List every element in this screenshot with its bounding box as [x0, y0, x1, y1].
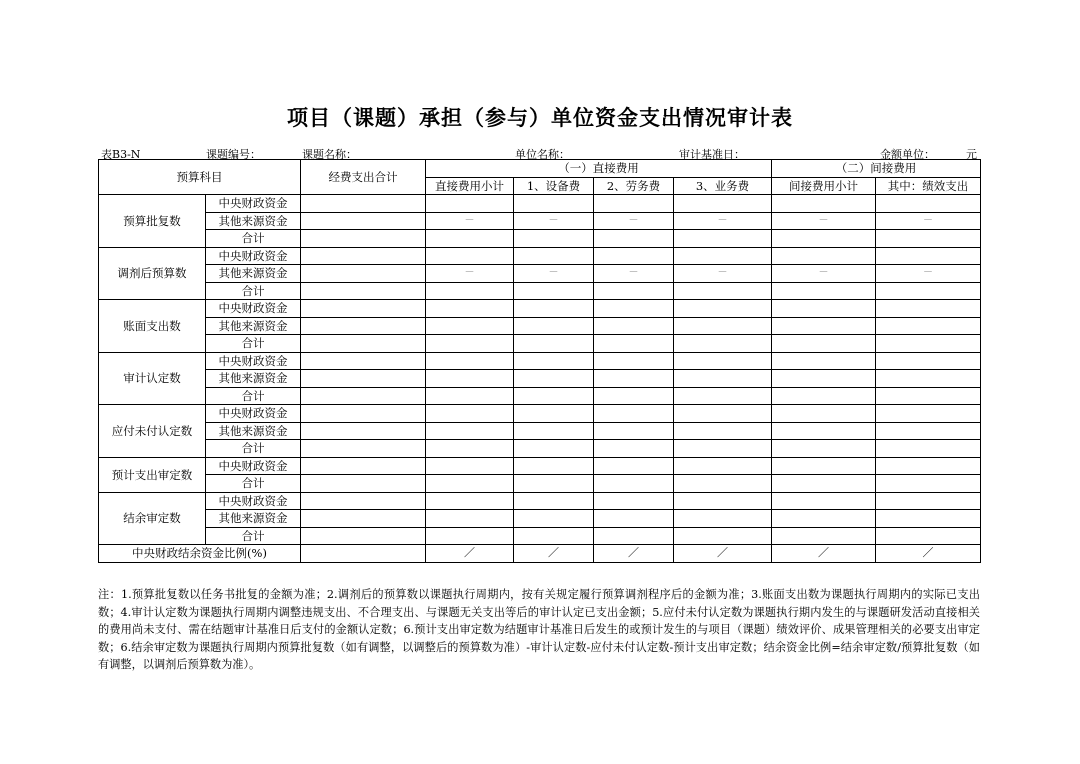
data-cell[interactable] [674, 422, 772, 440]
data-cell[interactable] [301, 492, 426, 510]
data-cell[interactable] [426, 230, 514, 248]
sub-label-sum: 合计 [206, 282, 301, 300]
header-direct-group: （一）直接费用 [426, 160, 772, 178]
data-cell[interactable] [301, 422, 426, 440]
data-cell[interactable] [426, 352, 514, 370]
table-row [99, 282, 981, 300]
group-label-approved: 预算批复数 [99, 195, 206, 248]
data-cell[interactable] [674, 440, 772, 458]
data-cell[interactable] [514, 405, 594, 423]
table-row [99, 212, 981, 230]
data-cell[interactable] [514, 230, 594, 248]
data-cell[interactable] [876, 352, 981, 370]
data-cell[interactable] [772, 230, 876, 248]
data-cell[interactable] [301, 387, 426, 405]
data-cell[interactable] [876, 440, 981, 458]
header-row-1 [99, 160, 981, 178]
table-row [99, 510, 981, 528]
data-cell[interactable] [301, 247, 426, 265]
currency-unit: 元 [966, 148, 977, 161]
data-cell[interactable] [594, 405, 674, 423]
sub-label-central: 中央财政资金 [206, 247, 301, 265]
amount-unit-label: 金额单位： [880, 148, 935, 161]
data-cell[interactable] [426, 317, 514, 335]
header-performance: 其中：绩效支出 [876, 177, 981, 195]
data-cell[interactable] [876, 247, 981, 265]
data-cell[interactable] [772, 317, 876, 335]
data-cell[interactable] [514, 247, 594, 265]
data-cell[interactable] [876, 457, 981, 475]
sub-label-sum: 合计 [206, 440, 301, 458]
data-cell[interactable] [426, 492, 514, 510]
data-cell[interactable] [772, 300, 876, 318]
data-cell[interactable] [426, 300, 514, 318]
data-cell[interactable] [426, 335, 514, 353]
data-cell[interactable] [594, 195, 674, 213]
data-cell[interactable] [301, 457, 426, 475]
table-row [99, 352, 981, 370]
data-cell[interactable] [594, 492, 674, 510]
data-cell[interactable] [594, 370, 674, 388]
data-cell[interactable] [876, 300, 981, 318]
data-cell[interactable] [772, 352, 876, 370]
data-cell[interactable] [674, 317, 772, 335]
data-cell[interactable] [876, 387, 981, 405]
table-row [99, 527, 981, 545]
data-cell[interactable] [772, 475, 876, 493]
sub-label-central: 中央财政资金 [206, 300, 301, 318]
data-cell[interactable] [514, 457, 594, 475]
sub-label-other: 其他来源资金 [206, 265, 301, 283]
data-cell[interactable] [514, 335, 594, 353]
table-row [99, 300, 981, 318]
data-cell[interactable] [876, 282, 981, 300]
data-cell[interactable] [594, 247, 674, 265]
group-label-payable: 应付未付认定数 [99, 405, 206, 458]
data-cell[interactable] [514, 440, 594, 458]
data-cell[interactable] [301, 352, 426, 370]
group-label-adjusted: 调剂后预算数 [99, 247, 206, 300]
data-cell[interactable] [772, 195, 876, 213]
data-cell[interactable] [301, 440, 426, 458]
data-cell[interactable] [426, 247, 514, 265]
dash-cell: － [514, 212, 594, 230]
table-row [99, 422, 981, 440]
sub-label-other: 其他来源资金 [206, 212, 301, 230]
data-cell[interactable] [674, 527, 772, 545]
data-cell[interactable] [674, 282, 772, 300]
header-direct-subtotal: 直接费用小计 [426, 177, 514, 195]
data-cell[interactable] [301, 405, 426, 423]
sub-label-central: 中央财政资金 [206, 352, 301, 370]
header-indirect-subtotal: 间接费用小计 [772, 177, 876, 195]
data-cell[interactable] [514, 492, 594, 510]
data-cell[interactable] [772, 405, 876, 423]
sub-label-sum: 合计 [206, 335, 301, 353]
data-cell[interactable] [674, 247, 772, 265]
data-cell[interactable] [426, 510, 514, 528]
data-cell[interactable] [514, 195, 594, 213]
data-cell[interactable] [772, 370, 876, 388]
footnotes: 注：1.预算批复数以任务书批复的金额为准；2.调剂后的预算数以课题执行周期内，按有关规定履行预算调剂程序后的金额为准；3.账面支出数为课题执行周期内的实际已支出数；4.审计认定数为课题执行周期内调整违规支出、不合理支出、与课题无关支出等后的审计认定已支出金额；5.应付未付认定数为课题执行期内发生的与课题研发活动直接相关的费用尚未支付、需在结题审计基准日后支付的金额认定数；6.预计支出审定数为结题审计基准日后发生的或预计发生的与项目（课题）绩效评价、成果管理相关的必要支出审定数；6.结余审定数为课题执行周期内预算批复数（如有调整，以调整后的预算数为准）-审计认定数-应付未付认定数-预计支出审定数；结余资金比例=结余审定数/预算批复数（如有调整，以调剂后预算数为准）。 [98, 588, 980, 672]
data-cell[interactable] [674, 457, 772, 475]
dash-cell: － [426, 212, 514, 230]
page-title: 项目（课题）承担（参与）单位资金支出情况审计表 [287, 106, 793, 130]
data-cell[interactable] [426, 527, 514, 545]
dash-cell: － [674, 265, 772, 283]
data-cell[interactable] [514, 527, 594, 545]
data-cell[interactable] [876, 510, 981, 528]
slash-cell: ／ [426, 545, 514, 563]
data-cell[interactable] [514, 370, 594, 388]
data-cell[interactable] [772, 440, 876, 458]
data-cell[interactable] [876, 405, 981, 423]
dash-cell: － [876, 212, 981, 230]
table-row [99, 370, 981, 388]
data-cell[interactable] [594, 317, 674, 335]
data-cell[interactable] [594, 422, 674, 440]
data-cell[interactable] [594, 527, 674, 545]
table-row [99, 195, 981, 213]
group-label-book: 账面支出数 [99, 300, 206, 353]
data-cell[interactable] [426, 405, 514, 423]
dash-cell: － [772, 265, 876, 283]
table-row [99, 440, 981, 458]
data-cell[interactable] [594, 335, 674, 353]
data-cell[interactable] [674, 195, 772, 213]
data-cell[interactable] [301, 335, 426, 353]
data-cell[interactable] [301, 475, 426, 493]
data-cell[interactable] [594, 457, 674, 475]
data-cell[interactable] [772, 457, 876, 475]
data-cell[interactable] [301, 230, 426, 248]
data-cell[interactable] [514, 317, 594, 335]
slash-cell: ／ [674, 545, 772, 563]
data-cell[interactable] [876, 492, 981, 510]
data-cell[interactable] [594, 440, 674, 458]
dash-cell: － [772, 212, 876, 230]
topic-number-label: 课题编号： [206, 148, 261, 161]
slash-cell: ／ [514, 545, 594, 563]
sub-label-central: 中央财政资金 [206, 492, 301, 510]
audit-table [98, 159, 981, 563]
ratio-label: 中央财政结余资金比例(%) [99, 545, 301, 563]
data-cell[interactable] [594, 475, 674, 493]
table-row [99, 265, 981, 283]
group-label-balance: 结余审定数 [99, 492, 206, 545]
sub-label-other: 其他来源资金 [206, 370, 301, 388]
sub-label-sum: 合计 [206, 230, 301, 248]
data-cell[interactable] [674, 335, 772, 353]
data-cell[interactable] [772, 282, 876, 300]
data-cell[interactable] [876, 195, 981, 213]
slash-cell: ／ [594, 545, 674, 563]
data-cell[interactable] [594, 387, 674, 405]
data-cell[interactable] [772, 335, 876, 353]
dash-cell: － [594, 212, 674, 230]
data-cell[interactable] [301, 545, 426, 563]
data-cell[interactable] [301, 370, 426, 388]
data-cell[interactable] [876, 317, 981, 335]
data-cell[interactable] [426, 475, 514, 493]
data-cell[interactable] [514, 475, 594, 493]
table-row [99, 457, 981, 475]
data-cell[interactable] [301, 282, 426, 300]
data-cell[interactable] [772, 422, 876, 440]
slash-cell: ／ [876, 545, 981, 563]
data-cell[interactable] [674, 405, 772, 423]
dash-cell: － [426, 265, 514, 283]
data-cell[interactable] [674, 370, 772, 388]
data-cell[interactable] [514, 422, 594, 440]
data-cell[interactable] [426, 422, 514, 440]
data-cell[interactable] [301, 317, 426, 335]
data-cell[interactable] [301, 195, 426, 213]
sub-label-sum: 合计 [206, 475, 301, 493]
data-cell[interactable] [594, 510, 674, 528]
group-label-expected: 预计支出审定数 [99, 457, 206, 492]
data-cell[interactable] [876, 527, 981, 545]
data-cell[interactable] [876, 230, 981, 248]
data-cell[interactable] [514, 387, 594, 405]
data-cell[interactable] [594, 352, 674, 370]
data-cell[interactable] [594, 282, 674, 300]
sub-label-other: 其他来源资金 [206, 510, 301, 528]
slash-cell: ／ [772, 545, 876, 563]
data-cell[interactable] [876, 422, 981, 440]
topic-name-label: 课题名称： [302, 148, 357, 161]
header-indirect-group: （二）间接费用 [772, 160, 981, 178]
table-number: 表B3-N [101, 148, 141, 161]
table-row [99, 405, 981, 423]
data-cell[interactable] [876, 370, 981, 388]
data-cell[interactable] [514, 352, 594, 370]
data-cell[interactable] [514, 510, 594, 528]
data-cell[interactable] [514, 282, 594, 300]
data-cell[interactable] [301, 527, 426, 545]
data-cell[interactable] [301, 212, 426, 230]
table-row [99, 492, 981, 510]
data-cell[interactable] [426, 440, 514, 458]
dash-cell: － [674, 212, 772, 230]
data-cell[interactable] [674, 510, 772, 528]
sub-label-central: 中央财政资金 [206, 405, 301, 423]
dash-cell: － [514, 265, 594, 283]
dash-cell: － [876, 265, 981, 283]
group-label-audited: 审计认定数 [99, 352, 206, 405]
data-cell[interactable] [301, 510, 426, 528]
sub-label-central: 中央财政资金 [206, 195, 301, 213]
table-row [99, 230, 981, 248]
sub-label-central: 中央财政资金 [206, 457, 301, 475]
sub-label-other: 其他来源资金 [206, 317, 301, 335]
header-equipment: 1、设备费 [514, 177, 594, 195]
data-cell[interactable] [772, 492, 876, 510]
header-total: 经费支出合计 [301, 160, 426, 195]
table-row [99, 317, 981, 335]
data-cell[interactable] [772, 247, 876, 265]
table-row [99, 387, 981, 405]
dash-cell: － [594, 265, 674, 283]
sub-label-sum: 合计 [206, 387, 301, 405]
data-cell[interactable] [426, 370, 514, 388]
sub-label-sum: 合计 [206, 527, 301, 545]
header-labor: 2、劳务费 [594, 177, 674, 195]
audit-date-label: 审计基准日： [679, 148, 745, 161]
data-cell[interactable] [772, 387, 876, 405]
data-cell[interactable] [674, 387, 772, 405]
sub-label-other: 其他来源资金 [206, 422, 301, 440]
data-cell[interactable] [301, 300, 426, 318]
data-cell[interactable] [426, 195, 514, 213]
data-cell[interactable] [674, 492, 772, 510]
data-cell[interactable] [594, 300, 674, 318]
data-cell[interactable] [426, 282, 514, 300]
data-cell[interactable] [674, 230, 772, 248]
data-cell[interactable] [514, 300, 594, 318]
table-row [99, 335, 981, 353]
data-cell[interactable] [594, 230, 674, 248]
data-cell[interactable] [876, 335, 981, 353]
table-row [99, 475, 981, 493]
data-cell[interactable] [674, 300, 772, 318]
data-cell[interactable] [772, 527, 876, 545]
data-cell[interactable] [772, 510, 876, 528]
header-business: 3、业务费 [674, 177, 772, 195]
data-cell[interactable] [876, 475, 981, 493]
ratio-row [99, 545, 981, 563]
unit-name-label: 单位名称： [515, 148, 570, 161]
table-row [99, 247, 981, 265]
data-cell[interactable] [674, 352, 772, 370]
data-cell[interactable] [301, 265, 426, 283]
data-cell[interactable] [674, 475, 772, 493]
header-budget-item: 预算科目 [99, 160, 301, 195]
data-cell[interactable] [426, 457, 514, 475]
data-cell[interactable] [426, 387, 514, 405]
